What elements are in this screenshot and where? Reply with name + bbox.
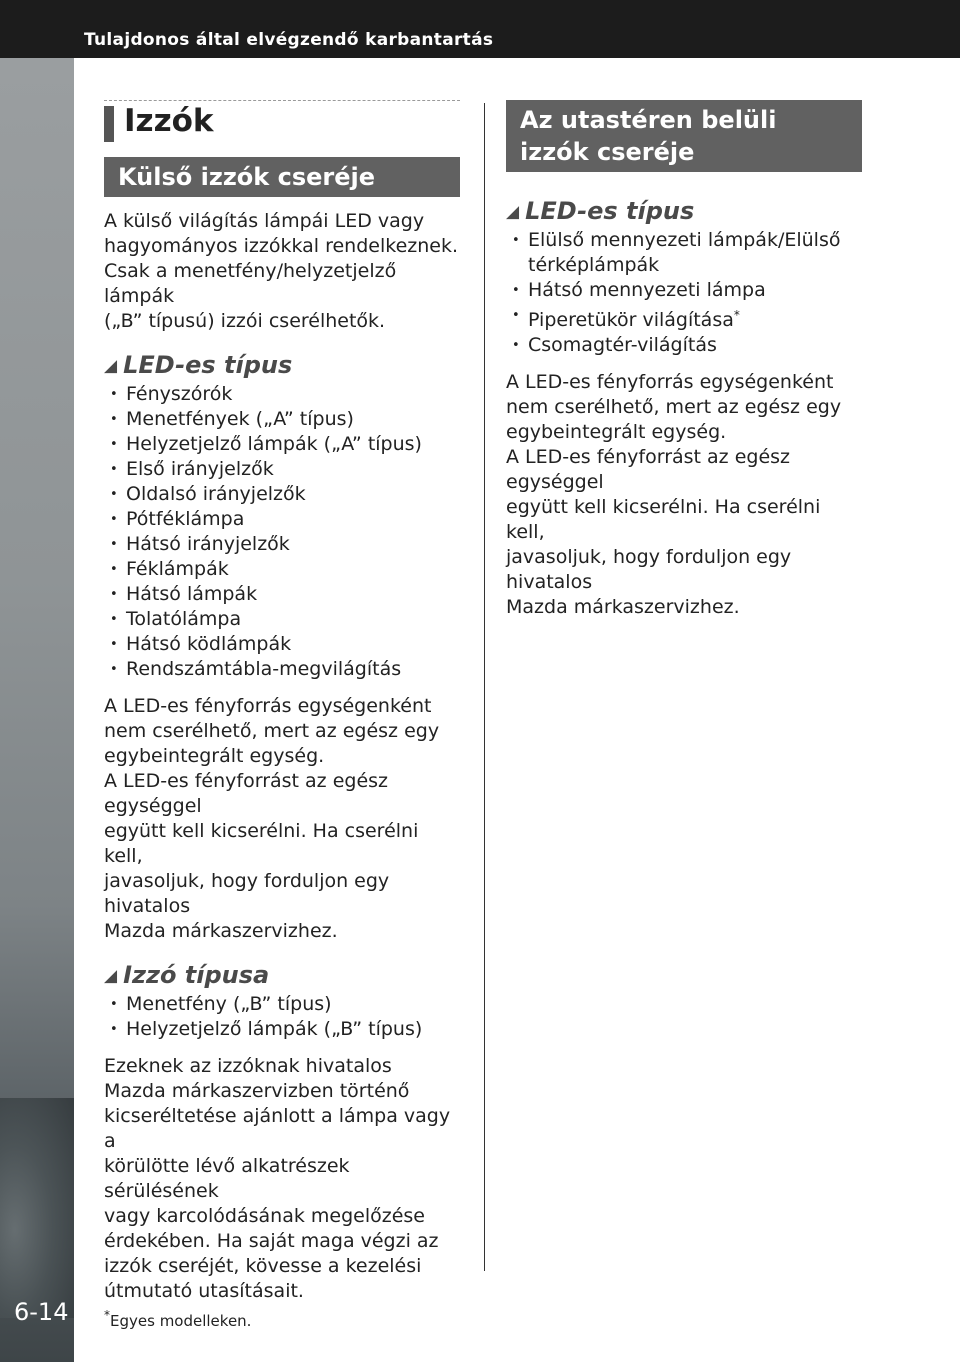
list-item: • Helyzetjelző lámpák („B” típus) [104, 1017, 460, 1042]
text-line: A LED-es fényforrást az egész egységgel [104, 770, 389, 817]
bulb-type-label: Izzó típusa [123, 961, 270, 989]
text-line: A LED-es fényforrás egységenként [506, 371, 834, 393]
text-line: vagy karcolódásának megelőzése [104, 1205, 425, 1227]
text-line: egybeintegrált egység. [506, 421, 727, 443]
text-line: körülötte lévő alkatrészek sérülésének [104, 1155, 350, 1202]
text-line: útmutató utasításait. [104, 1280, 304, 1302]
list-item: • Hátsó mennyezeti lámpa [506, 278, 862, 303]
list-item-line: • Elülső mennyezeti lámpák/Elülső [528, 229, 841, 251]
list-item-text: Piperetükör világítása [528, 309, 734, 331]
text-line: („B” típusú) izzói cserélhetők. [104, 310, 386, 332]
led-type-heading [506, 194, 862, 228]
list-item: • Első irányjelzők [104, 457, 460, 482]
text-line: Mazda márkaszervizben történő [104, 1080, 410, 1102]
footnote-text: Egyes modelleken. [110, 1312, 252, 1330]
footnote-mark: * [104, 1308, 110, 1322]
led-type-label: LED-es típus [123, 351, 293, 379]
subhead-interior-bulbs [506, 100, 862, 172]
list-item: • Csomagtér-világítás [506, 333, 862, 358]
list-item-line: térképlámpák [528, 254, 660, 276]
led-type-label: LED-es típus [525, 197, 695, 225]
intro-paragraph [104, 209, 460, 334]
text-line: egybeintegrált egység. [104, 745, 325, 767]
header-bar [0, 0, 960, 58]
text-line: izzók cseréjét, kövesse a kezelési [104, 1255, 422, 1277]
led-lamp-list [104, 382, 460, 682]
bulb-lamp-list [104, 992, 460, 1042]
list-item: • Menetfények („A” típus) [104, 407, 460, 432]
text-line: A LED-es fényforrás egységenként [104, 695, 432, 717]
led-type-heading [104, 348, 460, 382]
footnote [104, 1308, 251, 1330]
text-line: Ezeknek az izzóknak hivatalos [104, 1055, 392, 1077]
list-item: • Hátsó irányjelzők [104, 532, 460, 557]
right-column [506, 100, 862, 620]
bulb-note-paragraph [104, 1054, 460, 1304]
text-line: A LED-es fényforrást az egész egységgel [506, 446, 791, 493]
subhead-line: izzók cseréje [520, 138, 695, 166]
text-line: javasoljuk, hogy forduljon egy hivatalos [506, 546, 792, 593]
interior-lamp-list [506, 228, 862, 358]
list-item: • Pótféklámpa [104, 507, 460, 532]
list-item: • Rendszámtábla-megvilágítás [104, 657, 460, 682]
text-line: A külső világítás lámpái LED vagy [104, 210, 425, 232]
header-title: Tulajdonos által elvégzendő karbantartás [84, 30, 494, 50]
list-item: • Helyzetjelző lámpák („A” típus) [104, 432, 460, 457]
section-header [104, 100, 460, 143]
arrow-marker-icon: ◢ [104, 966, 118, 986]
page-number: 6-14 [14, 1298, 69, 1326]
section-marker [104, 106, 114, 142]
subhead-exterior-bulbs: Külső izzók cseréje [104, 157, 460, 197]
side-image-strip [0, 58, 74, 1362]
list-item: • Hátsó lámpák [104, 582, 460, 607]
car-photo [0, 1098, 74, 1318]
bulb-type-heading [104, 958, 460, 992]
arrow-marker-icon: ◢ [104, 356, 118, 376]
text-line: Csak a menetfény/helyzetjelző lámpák [104, 260, 397, 307]
text-line: kicseréltetése ajánlott a lámpa vagy a [104, 1105, 451, 1152]
list-item: • Féklámpák [104, 557, 460, 582]
left-column [104, 100, 460, 1304]
interior-note-paragraph [506, 370, 862, 620]
list-item: • Hátsó ködlámpák [104, 632, 460, 657]
text-line: együtt kell kicserélni. Ha cserélni kell, [506, 496, 821, 543]
list-item [506, 228, 862, 278]
text-line: érdekében. Ha saját maga végzi az [104, 1230, 439, 1252]
list-item [506, 303, 862, 333]
text-line: együtt kell kicserélni. Ha cserélni kell, [104, 820, 419, 867]
led-note-paragraph [104, 694, 460, 944]
list-item: • Tolatólámpa [104, 607, 460, 632]
text-line: javasoljuk, hogy forduljon egy hivatalos [104, 870, 390, 917]
arrow-marker-icon: ◢ [506, 202, 520, 222]
text-line: nem cserélhető, mert az egész egy [506, 396, 842, 418]
subhead-line: Az utastéren belüli [520, 106, 777, 134]
list-item: • Menetfény („B” típus) [104, 992, 460, 1017]
text-line: Mazda márkaszervizhez. [104, 920, 338, 942]
text-line: hagyományos izzókkal rendelkeznek. [104, 235, 459, 257]
list-item: • Oldalsó irányjelzők [104, 482, 460, 507]
column-divider [484, 103, 485, 1271]
list-item: • Fényszórók [104, 382, 460, 407]
section-title: Izzók [124, 103, 214, 139]
footnote-mark: * [733, 308, 740, 322]
text-line: Mazda márkaszervizhez. [506, 596, 740, 618]
text-line: nem cserélhető, mert az egész egy [104, 720, 440, 742]
